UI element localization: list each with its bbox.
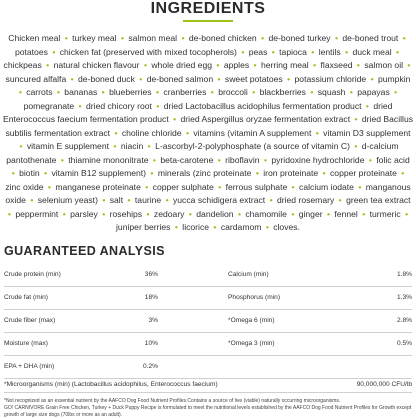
- analysis-value: 10%: [144, 340, 158, 347]
- ingredient-item: tapioca: [279, 46, 307, 57]
- ingredient-item: salmon oil: [364, 60, 404, 70]
- ingredient-separator-dot: •: [269, 195, 273, 205]
- ingredient-separator-dot: •: [370, 73, 374, 84]
- ingredient-item: parsley: [70, 208, 98, 219]
- heading-accent-rule: [183, 20, 233, 22]
- ingredient-item: d-calcium pantothenate: [6, 141, 399, 165]
- ingredient-item: whole dried egg: [151, 60, 213, 70]
- ingredient-item: riboflavin: [225, 154, 260, 165]
- ingredient-separator-dot: •: [155, 87, 159, 97]
- ingredient-separator-dot: •: [44, 168, 48, 178]
- ingredient-separator-dot: •: [11, 168, 15, 178]
- ingredient-separator-dot: •: [315, 127, 319, 138]
- analysis-row: [4, 333, 412, 356]
- ingredient-separator-dot: •: [30, 195, 34, 205]
- analysis-label: Phosphorus (min): [228, 294, 281, 301]
- ingredient-separator-dot: •: [173, 114, 177, 124]
- ingredient-item: vitamin E supplement: [26, 141, 110, 151]
- ingredient-item: fennel: [334, 208, 358, 219]
- ingredient-separator-dot: •: [174, 222, 178, 232]
- ingredient-item: pyridoxine hydrochloride: [271, 154, 365, 165]
- ingredient-separator-dot: •: [18, 87, 22, 97]
- ingredient-separator-dot: •: [181, 33, 185, 43]
- ingredient-item: juniper berries: [116, 222, 171, 232]
- ingredient-item: chicken fat (preserved with mixed tocopherols): [59, 46, 237, 57]
- ingredient-separator-dot: •: [345, 46, 349, 57]
- ingredient-item: de-boned trout: [342, 33, 399, 43]
- ingredient-item: bananas: [64, 87, 98, 97]
- analysis-row: [4, 356, 412, 379]
- ingredient-item: iron proteinate: [263, 168, 319, 178]
- analysis-label: *Omega 6 (min): [228, 317, 275, 324]
- ingredient-item: suncured alfalfa: [5, 73, 67, 84]
- ingredient-separator-dot: •: [271, 46, 275, 57]
- ingredient-item: thiamine mononitrate: [68, 154, 149, 165]
- ingredient-separator-dot: •: [156, 100, 160, 111]
- guaranteed-analysis-heading: GUARANTEED ANALYSIS: [4, 244, 165, 258]
- footnote-aafco: GO! CARNIVORE Grain Free Chicken, Turkey + Duck Puppy Recipe is formulated to meet the nutritional levels established by the AAFCO Dog Food Nutrient Profiles for Growth except growth of large size dogs (70lbs or more as an adult).: [4, 405, 412, 418]
- analysis-value: 0.5%: [396, 340, 412, 347]
- analysis-value: 1.3%: [396, 294, 412, 301]
- ingredient-item: ferrous sulphate: [225, 181, 288, 192]
- ingredient-separator-dot: •: [114, 127, 118, 138]
- ingredient-separator-dot: •: [217, 73, 221, 84]
- ingredient-separator-dot: •: [358, 181, 362, 192]
- ingredient-separator-dot: •: [47, 181, 51, 192]
- footnote-nutrient: *Not recognized as an essential nutrient by the AAFCO Dog Food Nutrient Profiles.Contains a source of live (viable) naturally occurring microorganisms.: [4, 398, 341, 404]
- ingredient-item: de-boned chicken: [188, 33, 257, 43]
- analysis-label: Crude protein (min): [4, 271, 61, 278]
- ingredient-separator-dot: •: [165, 195, 169, 205]
- analysis-label: Calcium (min): [228, 271, 269, 278]
- ingredient-separator-dot: •: [263, 154, 267, 165]
- ingredient-separator-dot: •: [185, 127, 189, 138]
- ingredient-item: salmon meal: [128, 33, 178, 43]
- ingredient-item: blueberries: [109, 87, 152, 97]
- ingredient-separator-dot: •: [120, 33, 124, 43]
- ingredient-separator-dot: •: [362, 208, 366, 219]
- ingredient-separator-dot: •: [147, 141, 151, 151]
- ingredient-item: cloves.: [273, 222, 300, 232]
- microorganisms-value: 90,000,000 CFU/lb: [356, 381, 412, 388]
- ingredient-separator-dot: •: [139, 73, 143, 84]
- ingredient-item: licorice: [182, 222, 210, 232]
- ingredient-item: herring meal: [260, 60, 309, 70]
- ingredient-separator-dot: •: [405, 208, 409, 219]
- ingredient-separator-dot: •: [310, 87, 314, 97]
- ingredient-separator-dot: •: [56, 87, 60, 97]
- ingredient-item: potassium chloride: [294, 73, 367, 84]
- analysis-row: [4, 287, 412, 310]
- ingredient-separator-dot: •: [78, 100, 82, 111]
- ingredient-item: green tea extract: [346, 195, 411, 205]
- ingredient-separator-dot: •: [237, 208, 241, 219]
- microorganisms-label: *Microorganisms (min) (Lactobacillus acidophilus, Enterococcus faecium): [4, 381, 218, 388]
- ingredient-item: chickpeas: [3, 60, 42, 70]
- ingredient-separator-dot: •: [7, 208, 11, 219]
- ingredient-separator-dot: •: [354, 114, 358, 124]
- ingredient-item: Chicken meal: [8, 33, 61, 43]
- ingredient-item: folic acid: [376, 154, 410, 165]
- ingredient-item: calcium iodate: [299, 181, 354, 192]
- ingredients-heading: INGREDIENTS: [150, 0, 266, 17]
- ingredient-separator-dot: •: [127, 195, 131, 205]
- ingredient-item: ginger: [298, 208, 323, 219]
- ingredient-item: blackberries: [259, 87, 306, 97]
- ingredient-item: zinc oxide: [5, 181, 44, 192]
- ingredient-item: niacin: [120, 141, 144, 151]
- ingredient-separator-dot: •: [335, 33, 339, 43]
- ingredient-item: salt: [109, 195, 124, 205]
- analysis-value: 18%: [144, 294, 158, 301]
- ingredient-separator-dot: •: [241, 46, 245, 57]
- ingredient-separator-dot: •: [102, 195, 106, 205]
- ingredients-list: [2, 32, 414, 235]
- ingredient-item: turkey meal: [72, 33, 117, 43]
- ingredient-item: papayas: [357, 87, 390, 97]
- ingredient-separator-dot: •: [354, 141, 358, 151]
- ingredient-item: flaxseed: [320, 60, 353, 70]
- analysis-label: Moisture (max): [4, 340, 48, 347]
- ingredient-separator-dot: •: [152, 154, 156, 165]
- analysis-value: 36%: [144, 271, 158, 278]
- ingredient-separator-dot: •: [338, 195, 342, 205]
- ingredient-item: dried chicory root: [86, 100, 152, 111]
- ingredient-separator-dot: •: [101, 87, 105, 97]
- analysis-row: [4, 264, 412, 287]
- ingredient-item: dried Aspergillus oryzae fermentation extract: [180, 114, 351, 124]
- ingredient-item: squash: [317, 87, 346, 97]
- ingredient-separator-dot: •: [213, 222, 217, 232]
- ingredient-separator-dot: •: [313, 60, 317, 70]
- ingredient-separator-dot: •: [218, 181, 222, 192]
- ingredient-item: turmeric: [369, 208, 401, 219]
- ingredient-separator-dot: •: [60, 154, 64, 165]
- ingredient-item: manganese proteinate: [55, 181, 141, 192]
- analysis-label: Crude fat (min): [4, 294, 48, 301]
- ingredient-separator-dot: •: [368, 154, 372, 165]
- ingredient-item: minerals (zinc proteinate: [157, 168, 252, 178]
- ingredient-separator-dot: •: [146, 208, 150, 219]
- ingredient-separator-dot: •: [145, 181, 149, 192]
- ingredient-separator-dot: •: [52, 46, 56, 57]
- ingredient-item: pomegranate: [23, 100, 75, 111]
- ingredient-separator-dot: •: [396, 46, 400, 57]
- ingredient-item: de-boned duck: [78, 73, 135, 84]
- ingredient-item: copper proteinate: [330, 168, 397, 178]
- ingredient-separator-dot: •: [188, 208, 192, 219]
- ingredient-item: choline chloride: [121, 127, 182, 138]
- ingredient-item: lentils: [318, 46, 341, 57]
- ingredient-separator-dot: •: [322, 168, 326, 178]
- ingredient-separator-dot: •: [311, 46, 315, 57]
- ingredient-separator-dot: •: [365, 100, 369, 111]
- ingredient-item: taurine: [134, 195, 162, 205]
- ingredient-item: dried Lactobacillus acidophilus fermentation product: [163, 100, 362, 111]
- ingredient-item: duck meal: [352, 46, 392, 57]
- analysis-row: [4, 310, 412, 333]
- ingredient-separator-dot: •: [401, 168, 405, 178]
- analysis-value: 3%: [148, 317, 158, 324]
- ingredient-separator-dot: •: [402, 33, 406, 43]
- ingredient-separator-dot: •: [216, 60, 220, 70]
- ingredient-separator-dot: •: [261, 33, 265, 43]
- analysis-value: 0.2%: [142, 363, 158, 370]
- ingredient-separator-dot: •: [70, 73, 74, 84]
- ingredient-item: zedoary: [153, 208, 185, 219]
- ingredient-separator-dot: •: [255, 168, 259, 178]
- ingredient-separator-dot: •: [19, 141, 23, 151]
- ingredient-separator-dot: •: [252, 87, 256, 97]
- ingredient-item: copper sulphate: [152, 181, 214, 192]
- ingredient-item: potatoes: [14, 46, 48, 57]
- microorganisms-row: [4, 379, 412, 393]
- ingredient-item: carrots: [26, 87, 53, 97]
- ingredient-separator-dot: •: [349, 87, 353, 97]
- ingredient-item: dandelion: [196, 208, 234, 219]
- ingredient-item: broccoli: [218, 87, 248, 97]
- ingredient-item: pumpkin: [377, 73, 411, 84]
- ingredient-item: manganous oxide: [5, 181, 411, 205]
- ingredient-separator-dot: •: [253, 60, 257, 70]
- analysis-label: Crude fiber (max): [4, 317, 56, 324]
- ingredient-item: cardamom: [220, 222, 262, 232]
- ingredient-item: sweet potatoes: [224, 73, 283, 84]
- ingredient-separator-dot: •: [143, 60, 147, 70]
- ingredient-item: vitamin B12 supplement): [51, 168, 147, 178]
- analysis-label: *Omega 3 (min): [228, 340, 275, 347]
- ingredient-item: beta-carotene: [160, 154, 214, 165]
- ingredient-item: L-ascorbyl-2-polyphosphate (a source of vitamin C): [155, 141, 350, 151]
- ingredient-item: dried Bacillus subtilis fermentation extract: [5, 114, 414, 138]
- ingredient-separator-dot: •: [210, 87, 214, 97]
- ingredient-item: yucca schidigera extract: [172, 195, 266, 205]
- analysis-value: 2.8%: [396, 317, 412, 324]
- ingredient-item: natural chicken flavour: [53, 60, 140, 70]
- ingredient-item: dried Enterococcus faecium fermentation product: [2, 100, 393, 124]
- ingredient-separator-dot: •: [265, 222, 269, 232]
- ingredient-item: peas: [248, 46, 268, 57]
- ingredient-item: apples: [223, 60, 250, 70]
- analysis-label: EPA + DHA (min): [4, 363, 55, 370]
- ingredient-item: biotin: [19, 168, 40, 178]
- ingredient-item: selenium yeast): [37, 195, 98, 205]
- ingredient-item: vitamins (vitamin A supplement: [193, 127, 312, 138]
- ingredient-separator-dot: •: [407, 60, 411, 70]
- ingredient-item: chamomile: [245, 208, 287, 219]
- ingredient-separator-dot: •: [64, 33, 68, 43]
- ingredient-item: vitamin D3 supplement: [323, 127, 411, 138]
- ingredient-item: rosehips: [109, 208, 143, 219]
- analysis-value: 1.8%: [396, 271, 412, 278]
- ingredient-item: de-boned salmon: [146, 73, 214, 84]
- ingredient-separator-dot: •: [150, 168, 154, 178]
- ingredient-separator-dot: •: [327, 208, 331, 219]
- ingredient-separator-dot: •: [287, 73, 291, 84]
- ingredient-item: de-boned turkey: [268, 33, 331, 43]
- ingredient-item: dried rosemary: [276, 195, 335, 205]
- ingredient-separator-dot: •: [291, 181, 295, 192]
- ingredient-separator-dot: •: [291, 208, 295, 219]
- ingredient-separator-dot: •: [113, 141, 117, 151]
- ingredient-separator-dot: •: [102, 208, 106, 219]
- ingredient-item: cranberries: [163, 87, 207, 97]
- ingredient-separator-dot: •: [46, 60, 50, 70]
- ingredient-separator-dot: •: [62, 208, 66, 219]
- ingredient-separator-dot: •: [356, 60, 360, 70]
- ingredient-separator-dot: •: [217, 154, 221, 165]
- ingredient-separator-dot: •: [394, 87, 398, 97]
- ingredient-item: peppermint: [15, 208, 59, 219]
